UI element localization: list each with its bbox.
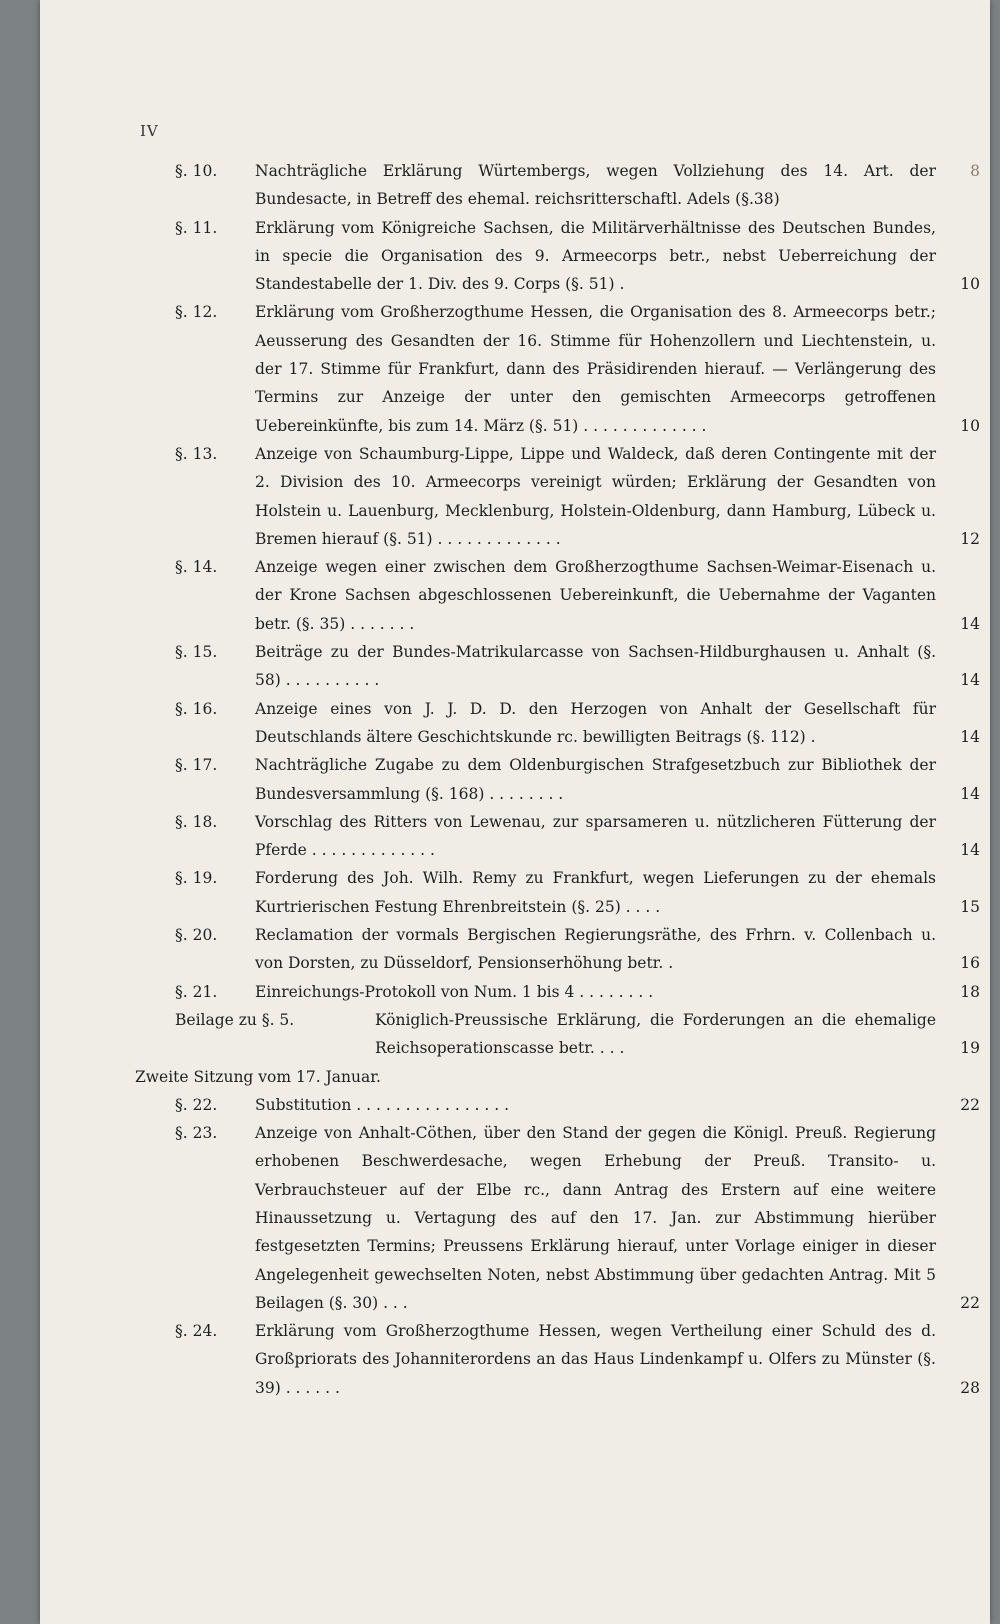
entry-number: §. 20. xyxy=(175,926,218,945)
entry-number: §. 10. xyxy=(175,162,218,180)
entry-number: §. 11. xyxy=(175,218,218,237)
entry-page: 14 xyxy=(960,727,980,746)
table-of-contents xyxy=(135,157,980,1402)
entry-text: Anzeige von Schaumburg-Lippe, Lippe und Waldeck, daß deren Contingente mit der 2. Division des 10. Armeecorps vereinigt würden; Erklärung der Gesandten von Holstein u. Lauenburg, Mecklenburg, Holstein-Oldenburg, dann Hamburg, Lübeck u. Bremen hierauf (§. 51) . . . . . . . . . . . . . xyxy=(255,444,936,548)
entry-number: §. 22. xyxy=(175,1095,218,1114)
entry-page: 10 xyxy=(960,275,980,294)
toc-entry xyxy=(135,921,980,978)
toc-entry xyxy=(135,864,980,921)
entry-page: 28 xyxy=(960,1378,980,1397)
entry-number: §. 16. xyxy=(175,699,218,718)
toc-entry xyxy=(135,440,980,553)
section-heading: Zweite Sitzung vom 17. Januar. xyxy=(135,1067,381,1086)
page-number: IV xyxy=(140,122,159,140)
toc-entry xyxy=(135,157,980,214)
entry-text: Nachträgliche Zugabe zu dem Oldenburgischen Strafgesetzbuch zur Bibliothek der Bundesversammlung (§. 168) . . . . . . . . xyxy=(255,756,936,803)
toc-entry xyxy=(135,1091,980,1119)
entry-text: Anzeige eines von J. J. D. D. den Herzogen von Anhalt der Gesellschaft für Deutschlands ältere Geschichtskunde rc. bewilligten Beitrags (§. 112) . xyxy=(255,699,936,746)
toc-entry xyxy=(135,298,980,439)
entry-page: 22 xyxy=(960,1293,980,1312)
entry-page: 8 xyxy=(970,162,980,180)
toc-entry xyxy=(135,1317,980,1402)
entry-text: Erklärung vom Großherzogthume Hessen, die Organisation des 8. Armeecorps betr.; Aeusserung des Gesandten der 16. Stimme für Hohenzollern und Liechtenstein, u. der 17. Stimme für Frankfurt, dann des Präsidirenden hierauf. — Verlängerung des Termins zur Anzeige der unter den gemischten Armeecorps getroffenen Uebereinkünfte, bis zum 14. März (§. 51) . . . . . . . . . . . . . xyxy=(255,303,936,435)
document-page xyxy=(40,0,990,1624)
toc-entry xyxy=(135,751,980,808)
toc-entry xyxy=(135,553,980,638)
entry-text: Beiträge zu der Bundes-Matrikularcasse von Sachsen-Hildburghausen u. Anhalt (§. 58) . . . . . . . . . . xyxy=(255,643,936,690)
entry-text: Anzeige wegen einer zwischen dem Großherzogthume Sachsen-Weimar-Eisenach u. der Krone Sachsen abgeschlossenen Uebereinkunft, die Uebernahme der Vaganten betr. (§. 35) . . . . . . . xyxy=(255,558,936,633)
toc-entry xyxy=(135,808,980,865)
entry-number: §. 17. xyxy=(175,756,218,775)
entry-page: 22 xyxy=(960,1095,980,1114)
entry-number: §. 19. xyxy=(175,869,218,888)
entry-number: §. 14. xyxy=(175,558,218,577)
entry-number: Beilage zu §. 5. xyxy=(175,1010,295,1029)
entry-page: 14 xyxy=(960,671,980,690)
entry-text: Erklärung vom Königreiche Sachsen, die Militärverhältnisse des Deutschen Bundes, in specie die Organisation des 9. Armeecorps betr., nebst Ueberreichung der Standestabelle der 1. Div. des 9. Corps (§. 51) . xyxy=(255,218,936,294)
entry-page: 16 xyxy=(960,954,980,973)
entry-page: 14 xyxy=(960,614,980,633)
toc-entry xyxy=(135,695,980,752)
entry-text: Einreichungs-Protokoll von Num. 1 bis 4 . . . . . . . . xyxy=(255,982,654,1001)
toc-entry xyxy=(135,1119,980,1317)
entry-page: 19 xyxy=(960,1039,980,1058)
entry-text: Königlich-Preussische Erklärung, die Forderungen an die ehemalige Reichsoperationscasse betr. . . . xyxy=(375,1010,936,1058)
entry-page: 14 xyxy=(960,841,980,860)
entry-number: §. 15. xyxy=(175,643,218,662)
entry-number: §. 23. xyxy=(175,1124,218,1143)
entry-page: 15 xyxy=(960,897,980,916)
toc-entry xyxy=(135,978,980,1006)
entry-page: 14 xyxy=(960,784,980,803)
entry-text: Reclamation der vormals Bergischen Regierungsräthe, des Frhrn. v. Collenbach u. von Dorsten, zu Düsseldorf, Pensionserhöhung betr. . xyxy=(255,926,936,973)
entry-text: Anzeige von Anhalt-Cöthen, über den Stand der gegen die Königl. Preuß. Regierung erhobenen Beschwerdesache, wegen Erhebung der Preuß. Transito- u. Verbrauchsteuer auf der Elbe rc., dann Antrag des Erstern auf eine weitere Hinaussetzung u. Vertagung des auf den 17. Jan. zur Abstimmung hierüber festgesetzten Termins; Preussens Erklärung hierauf, unter Vorlage einiger in dieser Angelegenheit gewechselten Noten, nebst Abstimmung über gedachten Antrag. Mit 5 Beilagen (§. 30) . . . xyxy=(255,1124,936,1312)
entry-page: 10 xyxy=(960,416,980,435)
entry-text: Forderung des Joh. Wilh. Remy zu Frankfurt, wegen Lieferungen zu der ehemals Kurtrierischen Festung Ehrenbreitstein (§. 25) . . . . xyxy=(255,869,936,916)
entry-number: §. 12. xyxy=(175,303,218,322)
entry-number: §. 24. xyxy=(175,1322,218,1341)
entry-page: 12 xyxy=(960,529,980,548)
entry-text: Substitution . . . . . . . . . . . . . . . . xyxy=(255,1095,510,1114)
entry-text: Erklärung vom Großherzogthume Hessen, wegen Vertheilung einer Schuld des d. Großpriorats des Johanniterordens an das Haus Lindenkampf u. Olfers zu Münster (§. 39) . . . . . . xyxy=(255,1322,936,1397)
toc-entry xyxy=(135,214,980,299)
entry-number: §. 13. xyxy=(175,444,218,463)
toc-entry xyxy=(135,638,980,695)
toc-entry-appendix xyxy=(135,1006,980,1063)
entry-text: Nachträgliche Erklärung Würtembergs, wegen Vollziehung des 14. Art. der Bundesacte, in Betreff des ehemal. reichsritterschaftl. Adels (§.38) xyxy=(255,162,936,209)
entry-text: Vorschlag des Ritters von Lewenau, zur sparsameren u. nützlicheren Fütterung der Pferde . . . . . . . . . . . . . xyxy=(255,812,936,860)
entry-page: 18 xyxy=(960,982,980,1001)
entry-number: §. 21. xyxy=(175,982,218,1001)
entry-number: §. 18. xyxy=(175,812,218,831)
